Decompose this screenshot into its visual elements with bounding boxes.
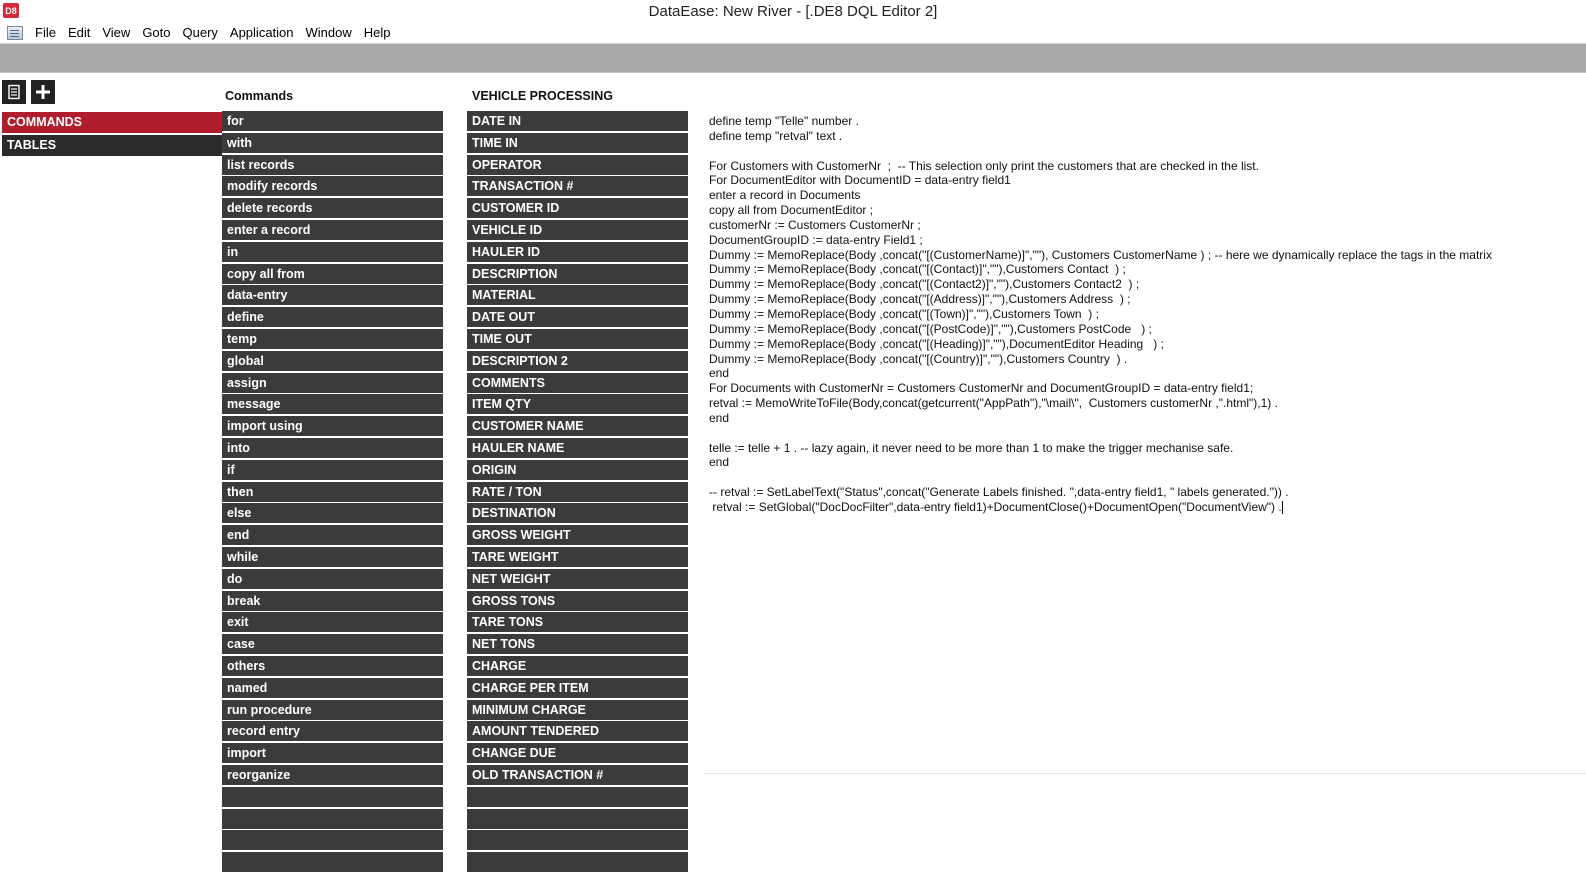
command-item[interactable]: assign (222, 373, 443, 393)
code-line: For Documents with CustomerNr = Customers CustomerNr and DocumentGroupID = data-entry field1; (709, 381, 1254, 396)
command-item[interactable]: global (222, 351, 443, 371)
command-item[interactable]: delete records (222, 198, 443, 218)
menu-file[interactable]: File (35, 25, 56, 40)
command-item[interactable]: reorganize (222, 765, 443, 785)
code-line (709, 144, 1581, 159)
field-item[interactable]: TRANSACTION # (467, 176, 688, 196)
command-item[interactable]: import using (222, 416, 443, 436)
field-item[interactable]: DESCRIPTION (467, 264, 688, 284)
menu-help[interactable]: Help (363, 25, 391, 40)
field-item[interactable]: ITEM QTY (467, 394, 688, 414)
code-line: telle := telle + 1 . -- lazy again, it never need to be more than 1 to make the trigger mechanise safe. (709, 440, 1234, 455)
code-line: Dummy := MemoReplace(Body ,concat("[(Address)]",""),Customers Address ) ; (709, 292, 1131, 307)
code-line: Dummy := MemoReplace(Body ,concat("[(CustomerName)]",""), Customers CustomerName ) ; -- here we dynamically replace the tags in the matrix (709, 247, 1492, 262)
command-item[interactable]: break (222, 591, 443, 611)
menu-edit[interactable]: Edit (67, 25, 91, 40)
field-item[interactable]: OPERATOR (467, 155, 688, 175)
command-item[interactable]: end (222, 525, 443, 545)
field-item[interactable]: DESCRIPTION 2 (467, 351, 688, 371)
field-item[interactable]: MATERIAL (467, 285, 688, 305)
menu-window[interactable]: Window (305, 25, 352, 40)
field-item[interactable] (467, 830, 688, 850)
field-item[interactable]: NET WEIGHT (467, 569, 688, 589)
command-item[interactable] (222, 830, 443, 850)
command-item[interactable]: for (222, 111, 443, 131)
field-item[interactable]: CUSTOMER ID (467, 198, 688, 218)
title-bar (0, 0, 1586, 22)
list-document-icon (6, 84, 22, 100)
field-item[interactable]: DATE IN (467, 111, 688, 131)
command-item[interactable]: message (222, 394, 443, 414)
command-item[interactable]: list records (222, 155, 443, 175)
field-item[interactable]: CUSTOMER NAME (467, 416, 688, 436)
code-line: For Customers with CustomerNr ; -- This selection only print the customers that are checked in the list. (709, 158, 1259, 173)
code-line: enter a record in Documents (709, 188, 861, 203)
field-item[interactable]: CHARGE (467, 656, 688, 676)
sidebar-item-commands[interactable]: COMMANDS (2, 112, 222, 133)
divider (704, 773, 1586, 774)
code-line: copy all from DocumentEditor ; (709, 203, 874, 218)
command-item[interactable]: record entry (222, 721, 443, 741)
text-caret (1282, 501, 1283, 514)
command-item[interactable] (222, 809, 443, 829)
plus-icon (34, 83, 52, 101)
command-item[interactable]: temp (222, 329, 443, 349)
command-item[interactable]: then (222, 482, 443, 502)
field-item[interactable]: OLD TRANSACTION # (467, 765, 688, 785)
code-line: retval := MemoWriteToFile(Body,concat(getcurrent("AppPath"),"\mail\", Customers customerNr ,".html"),1) . (709, 396, 1278, 411)
code-line: Dummy := MemoReplace(Body ,concat("[(Town)]",""),Customers Town ) ; (709, 306, 1099, 321)
command-item[interactable]: exit (222, 612, 443, 632)
code-line: -- retval := SetLabelText("Status",concat("Generate Labels finished. ",data-entry field1, " labels generated.")) . (709, 485, 1289, 500)
field-item[interactable]: COMMENTS (467, 373, 688, 393)
field-item[interactable] (467, 787, 688, 807)
field-item[interactable]: TIME IN (467, 133, 688, 153)
field-item[interactable]: TARE WEIGHT (467, 547, 688, 567)
command-item[interactable]: in (222, 242, 443, 262)
field-item[interactable]: MINIMUM CHARGE (467, 700, 688, 720)
command-item[interactable] (222, 787, 443, 807)
field-item[interactable]: ORIGIN (467, 460, 688, 480)
sidebar-item-tables[interactable]: TABLES (2, 135, 222, 156)
code-line: For DocumentEditor with DocumentID = data-entry field1 (709, 173, 1011, 188)
command-item[interactable] (222, 852, 443, 872)
menu-application[interactable]: Application (229, 25, 294, 40)
code-line: define temp "retval" text . (709, 128, 843, 143)
commands-list (222, 111, 443, 874)
command-item[interactable]: run procedure (222, 700, 443, 720)
code-line: retval := SetGlobal("DocDocFilter",data-entry field1)+DocumentClose()+DocumentOpen("DocumentView") . (709, 499, 1282, 514)
toolbar-strip (0, 43, 1586, 72)
divider (0, 72, 1586, 73)
command-item[interactable]: with (222, 133, 443, 153)
vehicle-processing-field-list (467, 111, 688, 874)
command-item[interactable]: while (222, 547, 443, 567)
code-line (709, 426, 1581, 441)
document-menu-icon[interactable] (7, 26, 23, 40)
code-line: define temp "Telle" number . (709, 114, 859, 128)
command-item[interactable]: into (222, 438, 443, 458)
field-item[interactable]: DESTINATION (467, 503, 688, 523)
app-logo-icon: D8 (3, 3, 19, 18)
code-line: end (709, 410, 730, 425)
field-item[interactable]: DATE OUT (467, 307, 688, 327)
field-item[interactable]: AMOUNT TENDERED (467, 721, 688, 741)
field-item[interactable]: HAULER NAME (467, 438, 688, 458)
field-item[interactable]: GROSS WEIGHT (467, 525, 688, 545)
command-item[interactable]: copy all from (222, 264, 443, 284)
code-line: Dummy := MemoReplace(Body ,concat("[(PostCode)]",""),Customers PostCode ) ; (709, 321, 1152, 336)
command-item[interactable]: import (222, 743, 443, 763)
command-item[interactable]: case (222, 634, 443, 654)
command-item[interactable]: named (222, 678, 443, 698)
field-item[interactable]: HAULER ID (467, 242, 688, 262)
dql-code-editor[interactable] (704, 111, 1586, 773)
code-line: end (709, 366, 730, 381)
command-item[interactable]: define (222, 307, 443, 327)
command-item[interactable]: else (222, 503, 443, 523)
field-item[interactable]: NET TONS (467, 634, 688, 654)
field-item[interactable]: RATE / TON (467, 482, 688, 502)
menu-bar (0, 22, 1586, 43)
command-item[interactable]: data-entry (222, 285, 443, 305)
menu-view[interactable]: View (102, 25, 131, 40)
command-item[interactable]: enter a record (222, 220, 443, 240)
field-item[interactable] (467, 809, 688, 829)
code-line: Dummy := MemoReplace(Body ,concat("[(Contact2)]",""),Customers Contact2 ) ; (709, 277, 1140, 292)
field-item[interactable]: CHANGE DUE (467, 743, 688, 763)
list-view-button[interactable] (2, 80, 26, 104)
commands-header: Commands (225, 89, 294, 103)
code-line: Dummy := MemoReplace(Body ,concat("[(Country)]",""),Customers Country ) . (709, 351, 1128, 366)
menu-query[interactable]: Query (182, 25, 218, 40)
field-item[interactable]: TIME OUT (467, 329, 688, 349)
add-button[interactable] (31, 80, 55, 104)
field-item[interactable]: VEHICLE ID (467, 220, 688, 240)
command-item[interactable]: modify records (222, 176, 443, 196)
window-title: DataEase: New River - [.DE8 DQL Editor 2] (648, 3, 938, 20)
command-item[interactable]: if (222, 460, 443, 480)
command-item[interactable]: others (222, 656, 443, 676)
field-item[interactable]: GROSS TONS (467, 591, 688, 611)
menu-goto[interactable]: Goto (142, 25, 171, 40)
field-item[interactable]: CHARGE PER ITEM (467, 678, 688, 698)
command-item[interactable]: do (222, 569, 443, 589)
code-line: Dummy := MemoReplace(Body ,concat("[(Contact)]",""),Customers Contact ) ; (709, 262, 1126, 277)
vehicle-processing-header: VEHICLE PROCESSING (472, 89, 613, 103)
code-line: customerNr := Customers CustomerNr ; (709, 217, 921, 232)
field-item[interactable] (467, 852, 688, 872)
field-item[interactable]: TARE TONS (467, 612, 688, 632)
code-line: Dummy := MemoReplace(Body ,concat("[(Heading)]",""),DocumentEditor Heading ) ; (709, 336, 1164, 351)
code-line: DocumentGroupID := data-entry Field1 ; (709, 232, 923, 247)
code-line (709, 470, 1581, 485)
code-line: end (709, 455, 730, 470)
